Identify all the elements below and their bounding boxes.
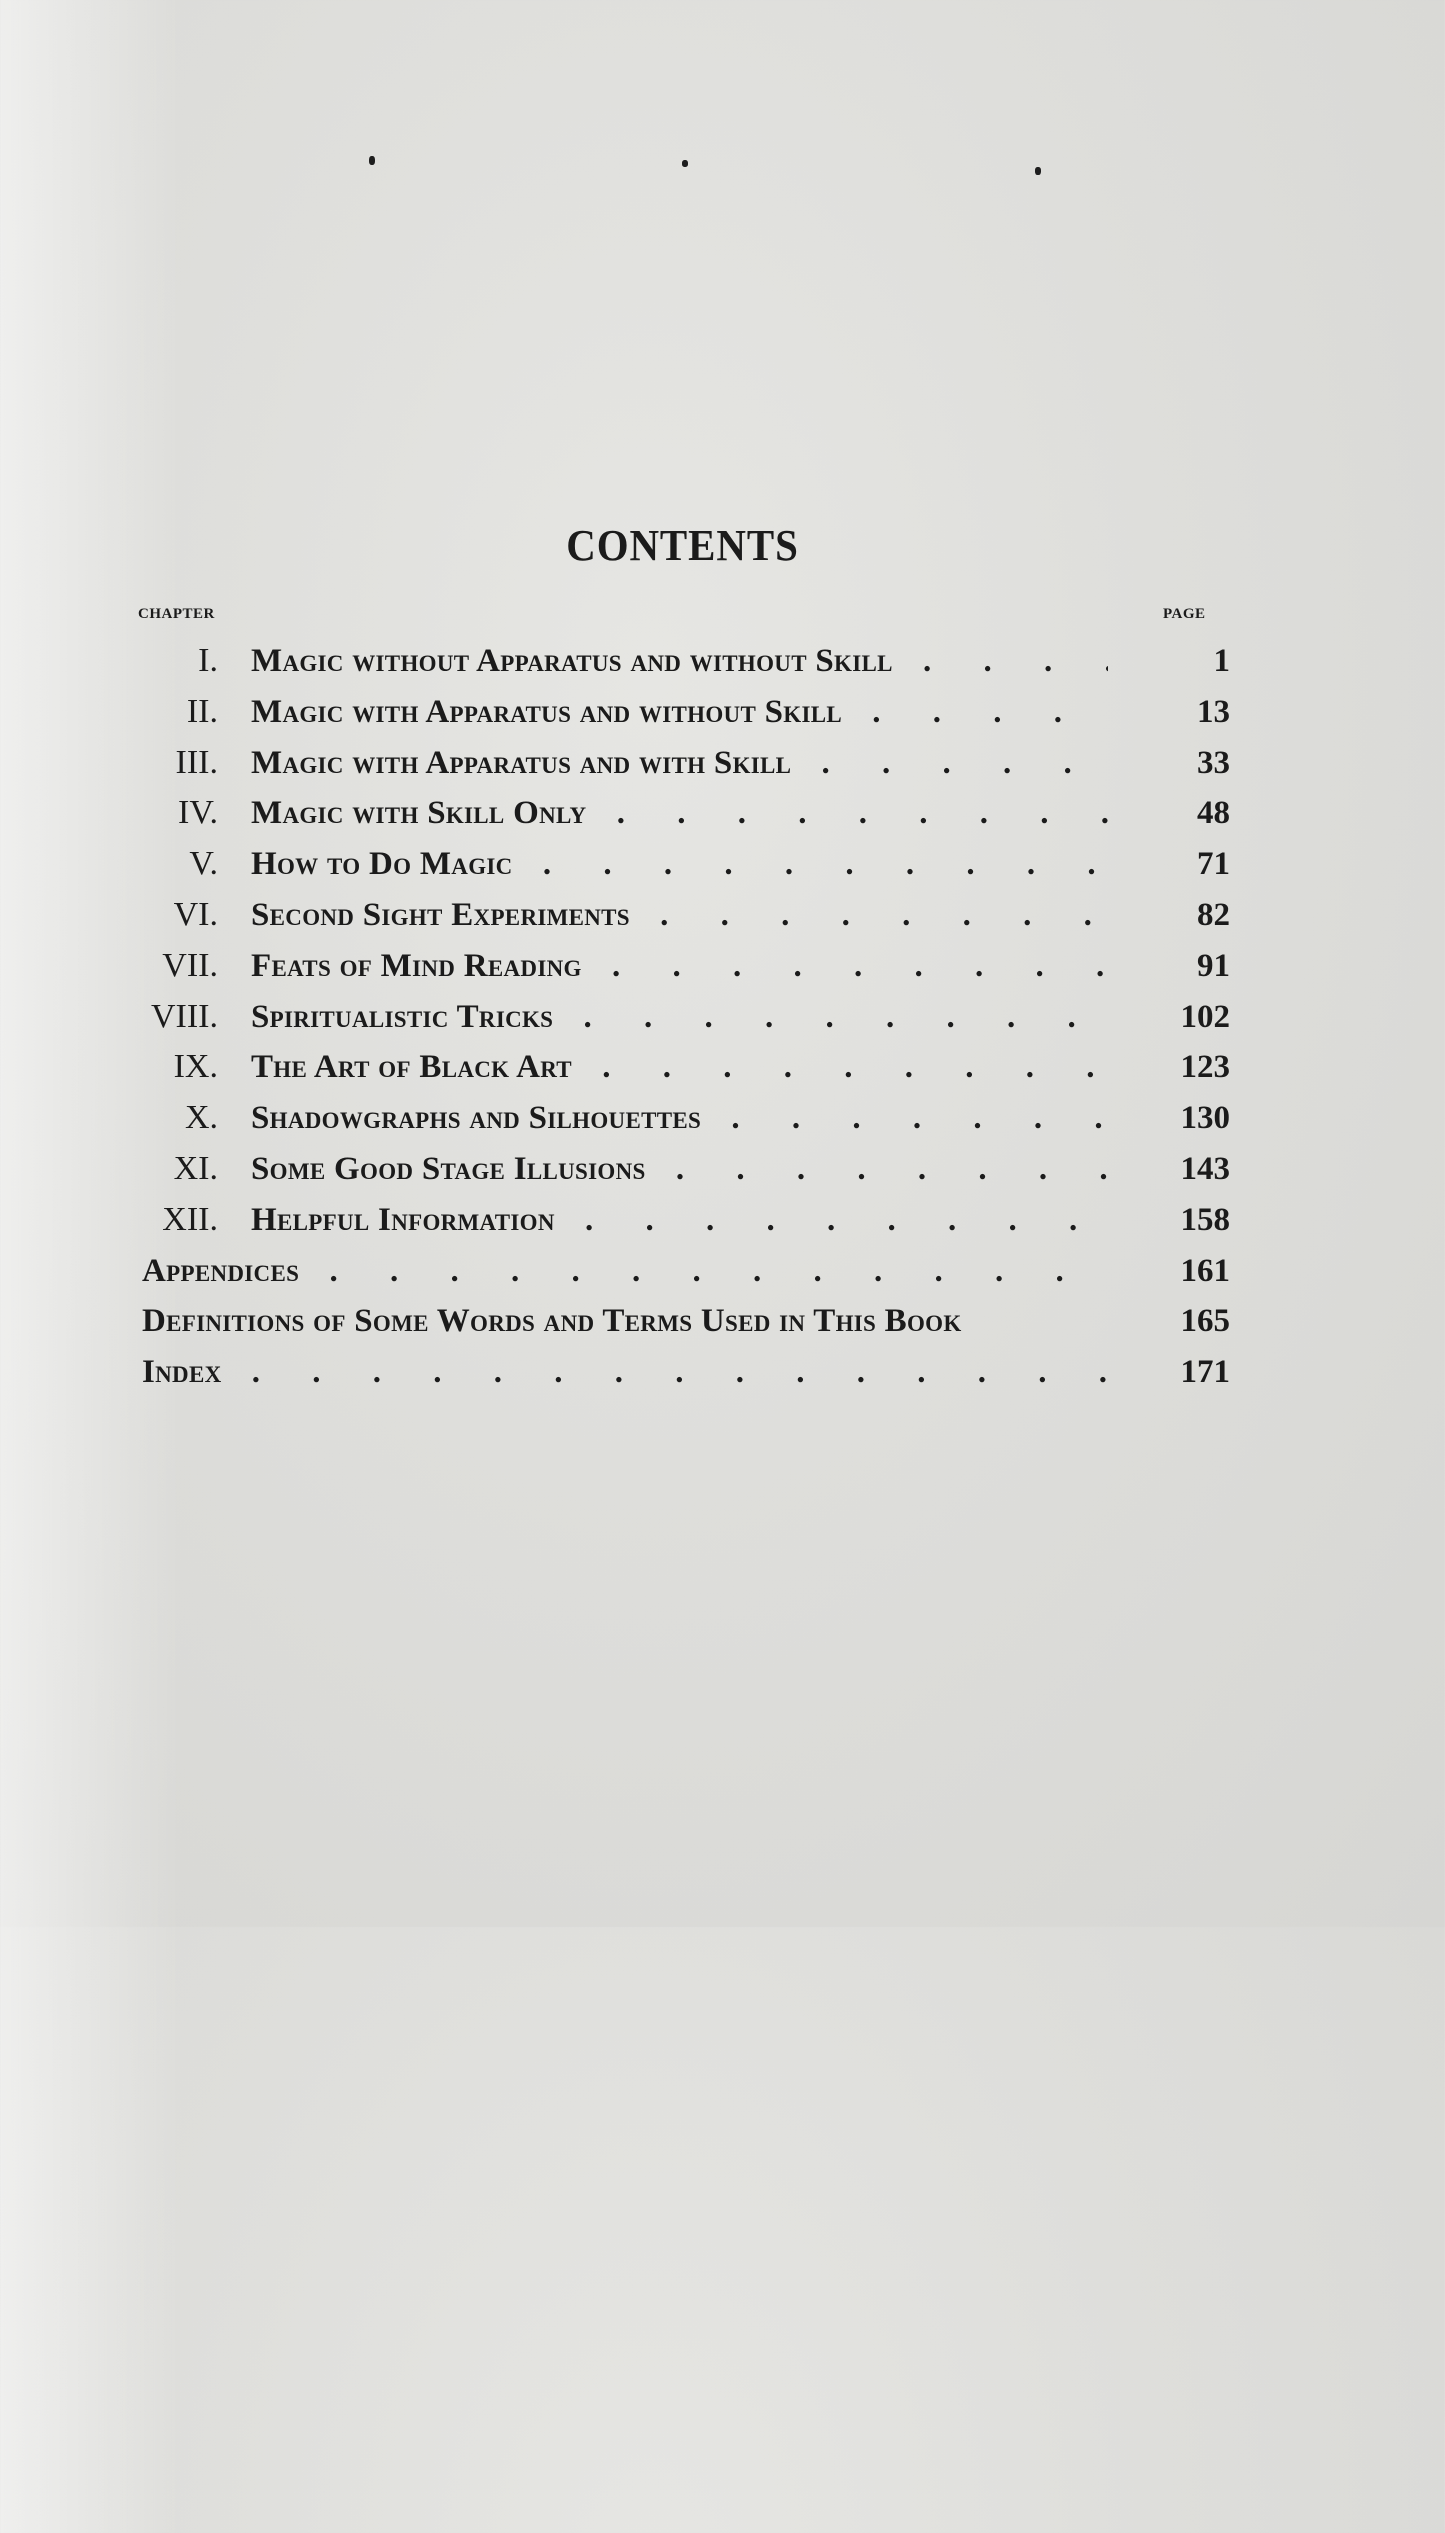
toc-row [130, 738, 1230, 789]
ink-speck [1035, 167, 1041, 175]
toc-row [130, 890, 1230, 941]
page-number: 82 [1197, 896, 1230, 933]
page-number: 130 [1180, 1100, 1230, 1137]
chapter-column-label: CHAPTER [138, 606, 215, 622]
chapter-title: Spiritualistic Tricks . . . [251, 992, 1108, 1043]
page-column-label: PAGE [1163, 606, 1206, 622]
contents-title: CONTENTS [566, 521, 799, 570]
page-number: 161 [1180, 1252, 1230, 1289]
toc-row [130, 1195, 1230, 1246]
page-number: 171 [1180, 1354, 1230, 1391]
table-of-contents [130, 636, 1230, 1398]
toc-row [130, 1093, 1230, 1144]
chapter-title: Magic with Apparatus and with Skill . . . [251, 738, 1108, 789]
page-number: 13 [1197, 693, 1230, 730]
page-number: 71 [1197, 846, 1230, 883]
page-number: 143 [1180, 1150, 1230, 1187]
toc-row [130, 941, 1230, 992]
chapter-number: VI. [173, 895, 218, 933]
chapter-number: V. [189, 845, 218, 883]
ink-speck [369, 156, 375, 165]
chapter-number: II. [186, 692, 218, 730]
chapter-title: Helpful Information . . . [251, 1195, 1108, 1246]
toc-row [130, 636, 1230, 687]
chapter-title: The Art of Black Art . . . [251, 1042, 1108, 1093]
section-title: Index . . . [142, 1347, 1108, 1398]
chapter-title: Some Good Stage Illusions . . . [251, 1144, 1108, 1195]
page-number: 158 [1180, 1201, 1230, 1238]
chapter-number: XI. [173, 1149, 218, 1187]
chapter-number: IX. [173, 1048, 218, 1086]
chapter-number: VIII. [150, 997, 218, 1035]
toc-row [130, 1347, 1230, 1398]
ink-speck [682, 160, 688, 167]
page-number: 1 [1213, 643, 1230, 679]
toc-row [130, 1144, 1230, 1195]
section-title: Appendices . . . [142, 1246, 1108, 1297]
toc-row [130, 1296, 1230, 1347]
chapter-number: XII. [162, 1200, 218, 1238]
chapter-title: Magic with Skill Only . . . [251, 788, 1108, 839]
chapter-number: VII. [162, 946, 218, 984]
chapter-title: Magic with Apparatus and without Skill . . . [251, 687, 1108, 738]
chapter-title: Magic without Apparatus and without Skill . . . [251, 636, 1108, 687]
page-number: 91 [1197, 947, 1230, 984]
page-number: 48 [1197, 795, 1230, 832]
toc-row [130, 992, 1230, 1043]
chapter-number: I. [198, 642, 218, 679]
toc-row [130, 1042, 1230, 1093]
page-number: 165 [1180, 1303, 1230, 1340]
section-title: Definitions of Some Words and Terms Used in This Book [142, 1303, 962, 1340]
chapter-number: III. [175, 743, 218, 781]
chapter-title: How to Do Magic . . . [251, 839, 1108, 890]
toc-row [130, 687, 1230, 738]
toc-row [130, 839, 1230, 890]
chapter-number: IV. [178, 794, 218, 832]
chapter-title: Second Sight Experiments . . . [251, 890, 1108, 941]
page-number: 102 [1180, 998, 1230, 1035]
page-number: 123 [1180, 1049, 1230, 1086]
chapter-title: Feats of Mind Reading . . . [251, 941, 1108, 992]
page-number: 33 [1197, 744, 1230, 781]
toc-row [130, 788, 1230, 839]
chapter-number: X. [184, 1099, 218, 1137]
chapter-title: Shadowgraphs and Silhouettes . . . [251, 1093, 1108, 1144]
toc-row [130, 1246, 1230, 1297]
